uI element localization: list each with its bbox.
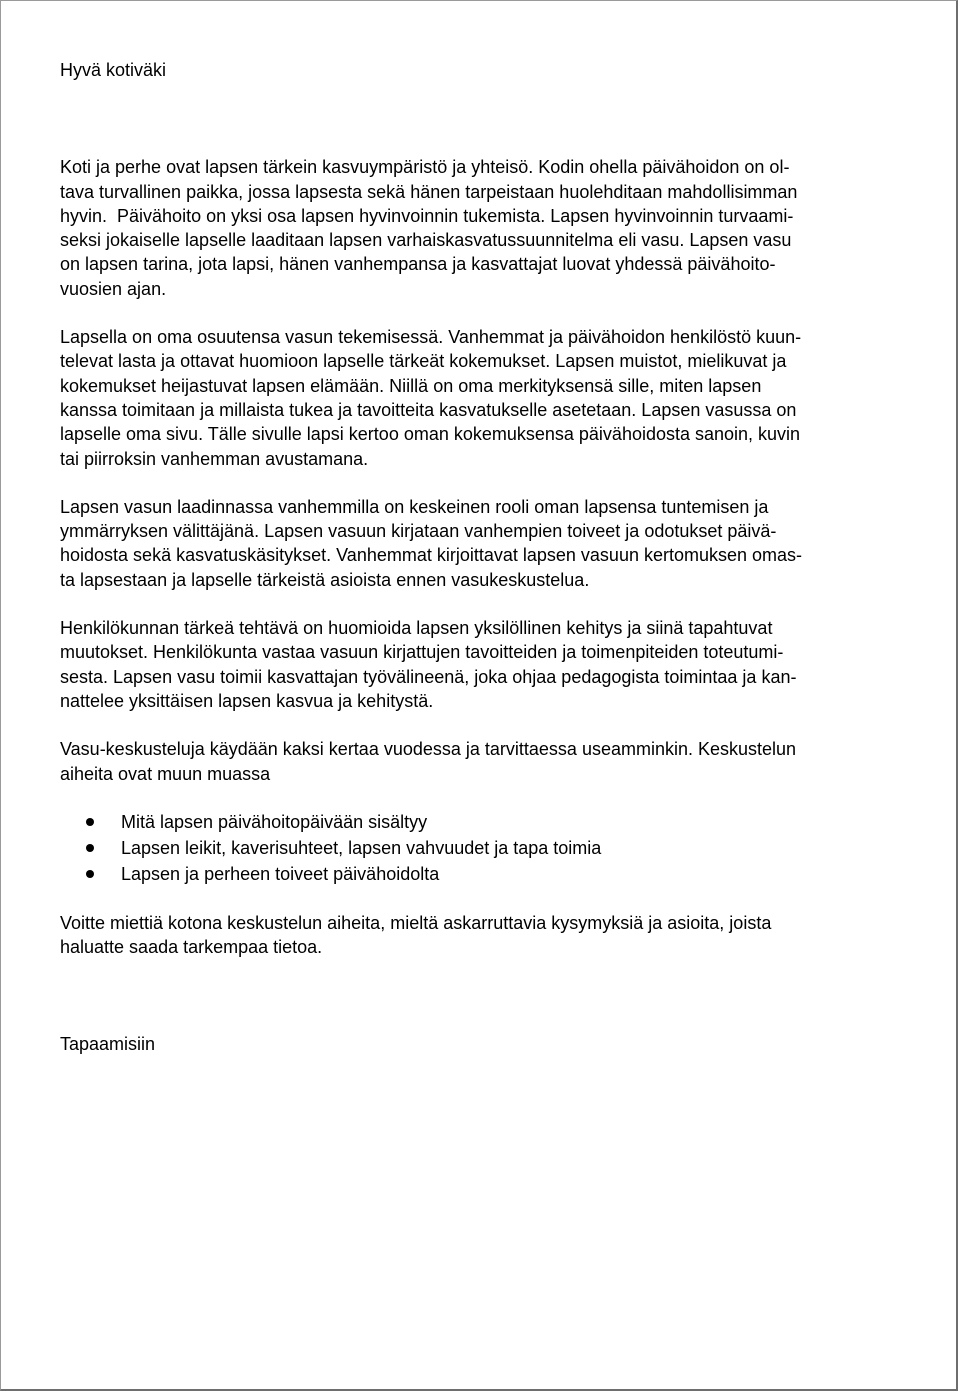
text-line: kokemukset heijastuvat lapsen elämään. Niillä on oma merkityksensä sille, miten lapsen [60,375,762,396]
text-line: haluatte saada tarkempaa tietoa. [60,937,323,958]
text-line: hoidosta sekä kasvatuskäsitykset. Vanhemmat kirjoittavat lapsen vasuun kertomuksen omas- [60,545,803,566]
text-line: on lapsen tarina, jota lapsi, hänen vanhempansa ja kasvattajat luovat yhdessä päivähoito- [60,254,776,275]
text-line: ymmärryksen välittäjänä. Lapsen vasuun kirjataan vanhempien toiveet ja odotukset päivä- [60,521,777,542]
text-line: aiheita ovat muun muassa [60,763,271,784]
text-line: Lapsen vasun laadinnassa vanhemmilla on keskeinen rooli oman lapsensa tuntemisen ja [60,496,769,517]
list-item [60,862,930,886]
paragraph-4 [60,616,930,713]
text-line: Voitte miettiä kotona keskustelun aiheita, mieltä askarruttavia kysymyksiä ja asioita, joista [60,912,772,933]
text-line: Koti ja perhe ovat lapsen tärkein kasvuympäristö ja yhteisö. Kodin ohella päivähoidon on ol- [60,157,790,178]
paragraph-6 [60,911,930,960]
text-line: nattelee yksittäisen lapsen kasvua ja kehitystä. [60,690,434,711]
text-line: Lapsella on oma osuutensa vasun tekemisessä. Vanhemmat ja päivähoidon henkilöstö kuun- [60,327,802,348]
closing: Tapaamisiin [60,1034,156,1055]
text-line: televat lasta ja ottavat huomioon lapselle tärkeät kokemukset. Lapsen muistot, mielikuvat ja [60,351,787,372]
text-line: sesta. Lapsen vasu toimii kasvattajan työvälineenä, joka ohjaa pedagogista toimintaa ja kan- [60,666,797,687]
letter-body [60,58,930,1057]
topic-list [60,810,930,887]
text-line: muutokset. Henkilökunta vastaa vasuun kirjattujen tavoitteiden ja toimenpiteiden toteutumi- [60,642,784,663]
list-item-text: Mitä lapsen päivähoitopäivään sisältyy [121,811,428,832]
text-line: Henkilökunnan tärkeä tehtävä on huomioida lapsen yksilöllinen kehitys ja siinä tapahtuvat [60,618,773,639]
paragraph-2 [60,325,930,471]
list-item [60,836,930,860]
bullet-icon [86,818,94,826]
text-line: hyvin. Päivähoito on yksi osa lapsen hyvinvoinnin tukemista. Lapsen hyvinvoinnin turvaami- [60,205,794,226]
text-line: tai piirroksin vanhemman avustamana. [60,448,369,469]
text-line: kanssa toimitaan ja millaista tukea ja tavoitteita kasvatukselle asetetaan. Lapsen vasussa on [60,399,797,420]
text-line: lapselle oma sivu. Tälle sivulle lapsi kertoo oman kokemuksensa päivähoidosta sanoin, kuvin [60,424,801,445]
text-line: Vasu-keskusteluja käydään kaksi kertaa vuodessa ja tarvittaessa useamminkin. Keskustelun [60,739,797,760]
text-line: ta lapsestaan ja lapselle tärkeistä asioista ennen vasukeskustelua. [60,569,590,590]
list-item-text: Lapsen ja perheen toiveet päivähoidolta [121,864,440,885]
text-line: vuosien ajan. [60,278,167,299]
text-line: seksi jokaiselle lapselle laaditaan lapsen varhaiskasvatussuunnitelma eli vasu. Lapsen vasu [60,230,792,251]
greeting: Hyvä kotiväki [60,60,167,80]
paragraph-1 [60,155,930,301]
text-line: tava turvallinen paikka, jossa lapsesta sekä hänen tarpeistaan huolehditaan mahdollisimman [60,181,798,202]
list-item-text: Lapsen leikit, kaverisuhteet, lapsen vahvuudet ja tapa toimia [121,838,602,859]
paragraph-5 [60,737,930,786]
paragraph-3 [60,495,930,592]
bullet-icon [86,844,94,852]
list-item [60,810,930,834]
bullet-icon [86,870,94,878]
